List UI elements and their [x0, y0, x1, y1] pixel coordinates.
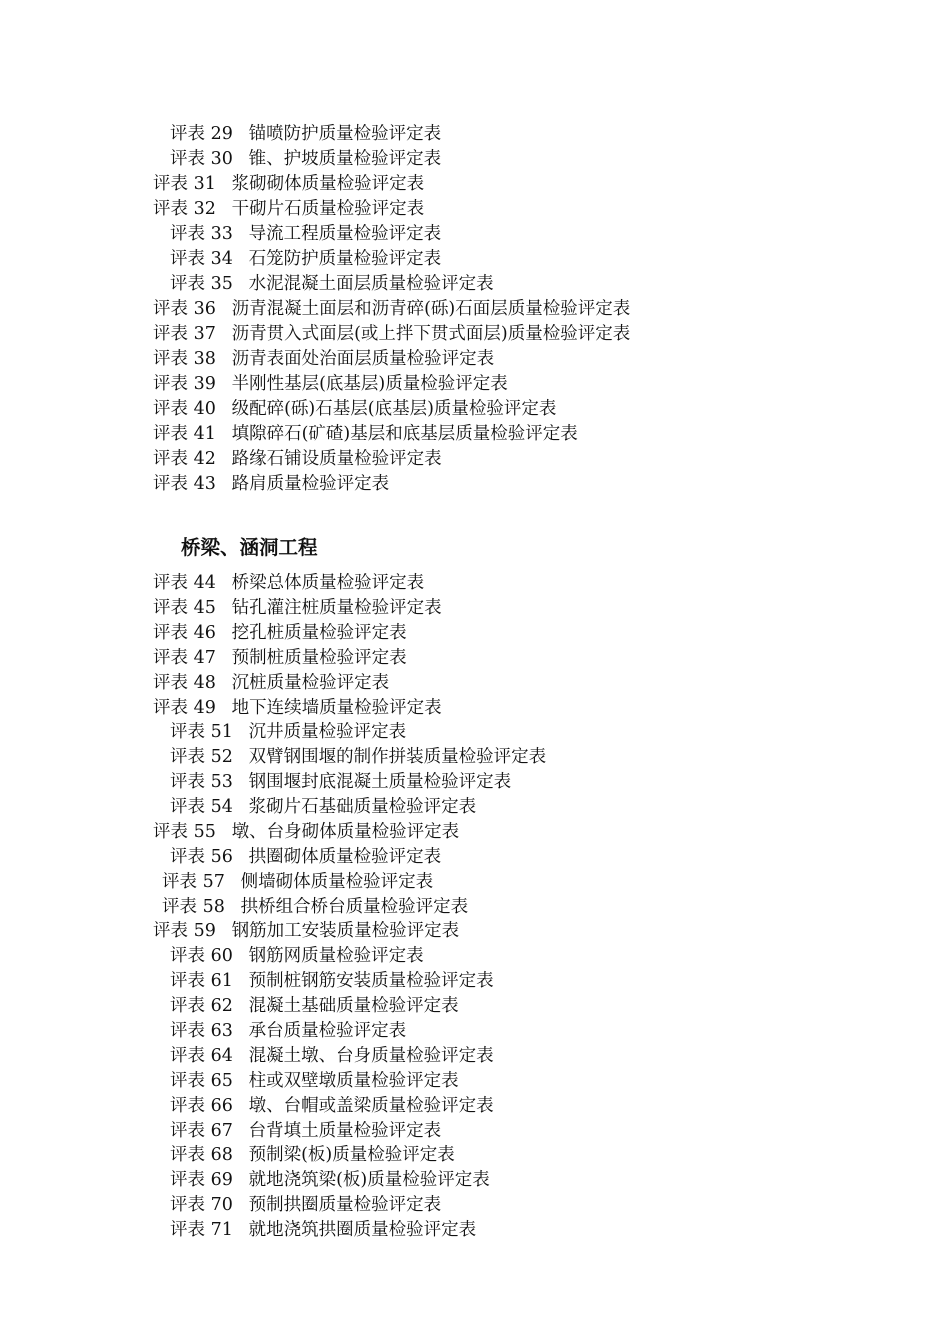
- form-number: 评表 45: [153, 598, 216, 618]
- form-title: 钻孔灌注桩质量检验评定表: [231, 598, 442, 618]
- list-item: [170, 1044, 494, 1068]
- form-title: 拱圈砌体质量检验评定表: [248, 847, 442, 867]
- form-number: 评表 68: [170, 1145, 233, 1165]
- form-number: 评表 59: [153, 921, 216, 941]
- form-title: 沉桩质量检验评定表: [231, 673, 390, 693]
- form-title: 沥青贯入式面层(或上拌下贯式面层)质量检验评定表: [231, 324, 631, 344]
- form-title: 石笼防护质量检验评定表: [248, 249, 442, 269]
- form-title: 预制桩钢筋安装质量检验评定表: [248, 971, 494, 991]
- form-title: 路肩质量检验评定表: [231, 474, 390, 494]
- form-number: 评表 55: [153, 822, 216, 842]
- list-item: [153, 297, 630, 321]
- form-title: 沥青混凝土面层和沥青碎(砾)石面层质量检验评定表: [231, 299, 631, 319]
- list-item: [153, 422, 578, 446]
- list-item: [170, 720, 406, 744]
- form-number: 评表 39: [153, 374, 216, 394]
- list-item: [153, 621, 407, 645]
- list-item: [170, 1143, 455, 1167]
- list-item: [162, 870, 433, 894]
- list-item: [170, 222, 441, 246]
- form-title: 预制梁(板)质量检验评定表: [248, 1145, 455, 1165]
- list-item: [170, 1218, 476, 1242]
- form-title: 浆砌片石基础质量检验评定表: [248, 797, 477, 817]
- list-item: [170, 1193, 441, 1217]
- form-title: 钢围堰封底混凝土质量检验评定表: [248, 772, 512, 792]
- list-item: [170, 770, 511, 794]
- section-heading: 桥梁、涵洞工程: [181, 536, 318, 559]
- form-number: 评表 44: [153, 573, 216, 593]
- form-title: 沥青表面处治面层质量检验评定表: [231, 349, 495, 369]
- form-number: 评表 60: [170, 946, 233, 966]
- form-number: 评表 69: [170, 1170, 233, 1190]
- list-item: [170, 247, 441, 271]
- form-number: 评表 33: [170, 224, 233, 244]
- form-number: 评表 42: [153, 449, 216, 469]
- form-title: 墩、台帽或盖梁质量检验评定表: [248, 1096, 494, 1116]
- form-number: 评表 35: [170, 274, 233, 294]
- list-item: [153, 447, 442, 471]
- form-number: 评表 41: [153, 424, 216, 444]
- form-number: 评表 66: [170, 1096, 233, 1116]
- form-title: 就地浇筑梁(板)质量检验评定表: [248, 1170, 490, 1190]
- form-title: 干砌片石质量检验评定表: [231, 199, 425, 219]
- form-number: 评表 51: [170, 722, 233, 742]
- form-title: 钢筋网质量检验评定表: [248, 946, 424, 966]
- form-number: 评表 67: [170, 1121, 233, 1141]
- form-number: 评表 47: [153, 648, 216, 668]
- list-item: [153, 646, 407, 670]
- form-title: 柱或双壁墩质量检验评定表: [248, 1071, 459, 1091]
- list-item: [170, 745, 546, 769]
- form-title: 地下连续墙质量检验评定表: [231, 698, 442, 718]
- form-title: 半刚性基层(底基层)质量检验评定表: [231, 374, 508, 394]
- list-item: [170, 969, 494, 993]
- form-title: 钢筋加工安装质量检验评定表: [231, 921, 460, 941]
- list-item: [153, 322, 630, 346]
- form-number: 评表 38: [153, 349, 216, 369]
- list-item: [170, 1168, 490, 1192]
- list-item: [153, 571, 424, 595]
- form-title: 级配碎(砾)石基层(底基层)质量检验评定表: [231, 399, 557, 419]
- list-item: [170, 122, 441, 146]
- form-title: 拱桥组合桥台质量检验评定表: [240, 897, 469, 917]
- form-title: 侧墙砌体质量检验评定表: [240, 872, 434, 892]
- form-title: 墩、台身砌体质量检验评定表: [231, 822, 460, 842]
- form-number: 评表 57: [162, 872, 225, 892]
- form-number: 评表 70: [170, 1195, 233, 1215]
- form-title: 预制拱圈质量检验评定表: [248, 1195, 442, 1215]
- form-title: 混凝土墩、台身质量检验评定表: [248, 1046, 494, 1066]
- form-number: 评表 52: [170, 747, 233, 767]
- form-number: 评表 31: [153, 174, 216, 194]
- list-item: [170, 795, 476, 819]
- form-number: 评表 30: [170, 149, 233, 169]
- form-number: 评表 32: [153, 199, 216, 219]
- form-title: 路缘石铺设质量检验评定表: [231, 449, 442, 469]
- form-title: 沉井质量检验评定表: [248, 722, 407, 742]
- list-item: [153, 372, 508, 396]
- form-title: 水泥混凝土面层质量检验评定表: [248, 274, 494, 294]
- list-item: [170, 1119, 441, 1143]
- form-title: 挖孔桩质量检验评定表: [231, 623, 407, 643]
- form-title: 就地浇筑拱圈质量检验评定表: [248, 1220, 477, 1240]
- form-title: 锚喷防护质量检验评定表: [248, 124, 442, 144]
- form-number: 评表 53: [170, 772, 233, 792]
- list-item: [153, 172, 424, 196]
- list-item: [170, 272, 494, 296]
- form-number: 评表 56: [170, 847, 233, 867]
- form-number: 评表 48: [153, 673, 216, 693]
- form-number: 评表 49: [153, 698, 216, 718]
- form-number: 评表 34: [170, 249, 233, 269]
- form-number: 评表 58: [162, 897, 225, 917]
- form-number: 评表 64: [170, 1046, 233, 1066]
- form-number: 评表 71: [170, 1220, 233, 1240]
- form-title: 承台质量检验评定表: [248, 1021, 407, 1041]
- form-title: 锥、护坡质量检验评定表: [248, 149, 442, 169]
- list-item: [170, 944, 424, 968]
- list-item: [153, 820, 459, 844]
- list-item: [153, 919, 459, 943]
- list-item: [153, 347, 494, 371]
- list-item: [153, 397, 556, 421]
- list-item: [170, 1094, 494, 1118]
- form-title: 双臂钢围堰的制作拼装质量检验评定表: [248, 747, 547, 767]
- form-title: 桥梁总体质量检验评定表: [231, 573, 425, 593]
- list-item: [153, 671, 389, 695]
- form-title: 台背填土质量检验评定表: [248, 1121, 442, 1141]
- list-item: [153, 472, 389, 496]
- list-item: [153, 596, 442, 620]
- form-title: 导流工程质量检验评定表: [248, 224, 442, 244]
- form-number: 评表 36: [153, 299, 216, 319]
- form-title: 预制桩质量检验评定表: [231, 648, 407, 668]
- list-item: [170, 1019, 406, 1043]
- form-number: 评表 65: [170, 1071, 233, 1091]
- list-item: [170, 845, 441, 869]
- list-item: [170, 1069, 459, 1093]
- form-number: 评表 61: [170, 971, 233, 991]
- form-number: 评表 43: [153, 474, 216, 494]
- list-item: [162, 895, 468, 919]
- form-number: 评表 62: [170, 996, 233, 1016]
- list-item: [153, 197, 424, 221]
- list-item: [170, 994, 459, 1018]
- form-number: 评表 40: [153, 399, 216, 419]
- form-number: 评表 46: [153, 623, 216, 643]
- form-title: 填隙碎石(矿碴)基层和底基层质量检验评定表: [231, 424, 578, 444]
- list-item: [153, 696, 442, 720]
- form-number: 评表 37: [153, 324, 216, 344]
- form-number: 评表 54: [170, 797, 233, 817]
- form-number: 评表 63: [170, 1021, 233, 1041]
- form-title: 混凝土基础质量检验评定表: [248, 996, 459, 1016]
- form-title: 浆砌砌体质量检验评定表: [231, 174, 425, 194]
- list-item: [170, 147, 441, 171]
- form-number: 评表 29: [170, 124, 233, 144]
